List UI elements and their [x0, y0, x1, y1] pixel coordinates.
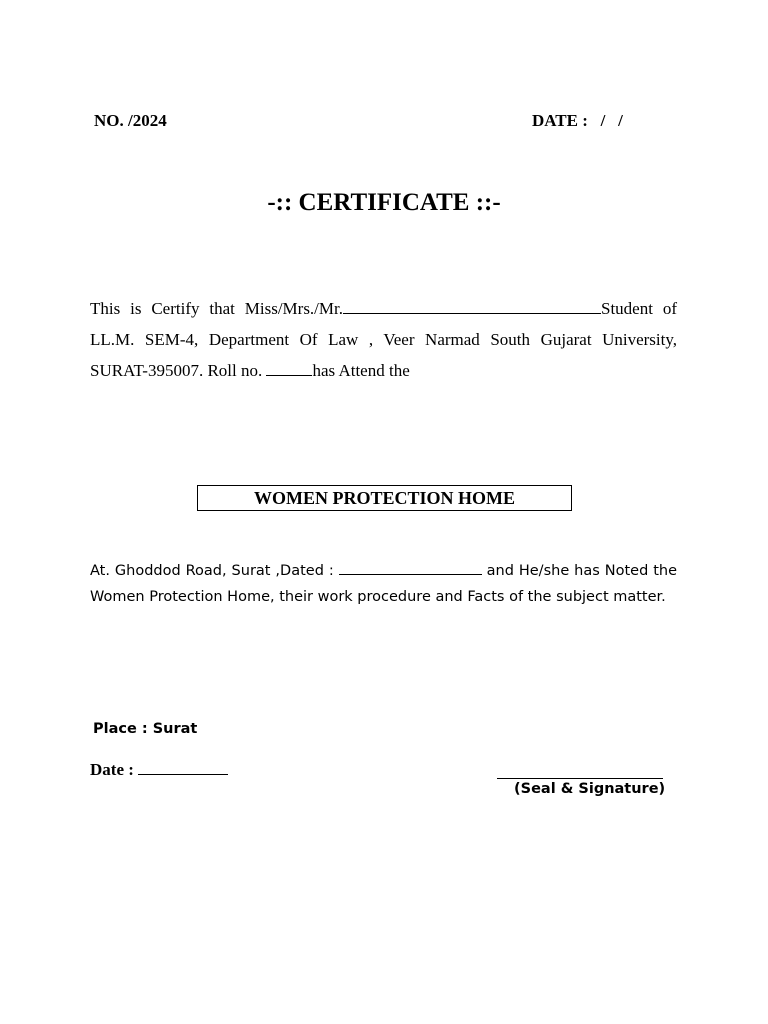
student-name-blank — [343, 312, 601, 314]
footer-date — [90, 760, 228, 780]
roll-number-blank — [266, 374, 312, 376]
place-label: Place : Surat — [93, 721, 198, 737]
body-line-2: LL.M. SEM-4, Department Of Law , Veer Narmad South Gujarat University, — [90, 330, 677, 349]
body-line-1-end: Student of — [601, 299, 677, 318]
visit-line-1-end: and He/she has Noted the — [486, 563, 678, 579]
body-line-1 — [90, 293, 677, 324]
visit-line-1 — [90, 563, 677, 579]
footer-date-blank — [138, 773, 228, 775]
visit-date-blank — [339, 573, 482, 575]
visit-line-1-start: At. Ghoddod Road, Surat ,Dated : — [90, 563, 334, 579]
certificate-date: DATE : / / — [532, 111, 623, 130]
visit-line-2: Women Protection Home, their work procedure and Facts of the subject matter. — [90, 589, 666, 605]
body-line-3 — [90, 355, 677, 386]
body-line-3-start: SURAT-395007. Roll no. — [90, 361, 263, 380]
body-line-3-end: has Attend the — [312, 361, 410, 380]
institution-box: WOMEN PROTECTION HOME — [197, 485, 572, 511]
certificate-title: -:: CERTIFICATE ::- — [267, 189, 501, 216]
signature-line — [497, 778, 663, 779]
signature-label: (Seal & Signature) — [514, 781, 666, 797]
body-line-1-start: This is Certify that Miss/Mrs./Mr. — [90, 299, 343, 318]
certificate-number: NO. /2024 — [94, 111, 167, 130]
footer-date-label: Date : — [90, 760, 134, 779]
